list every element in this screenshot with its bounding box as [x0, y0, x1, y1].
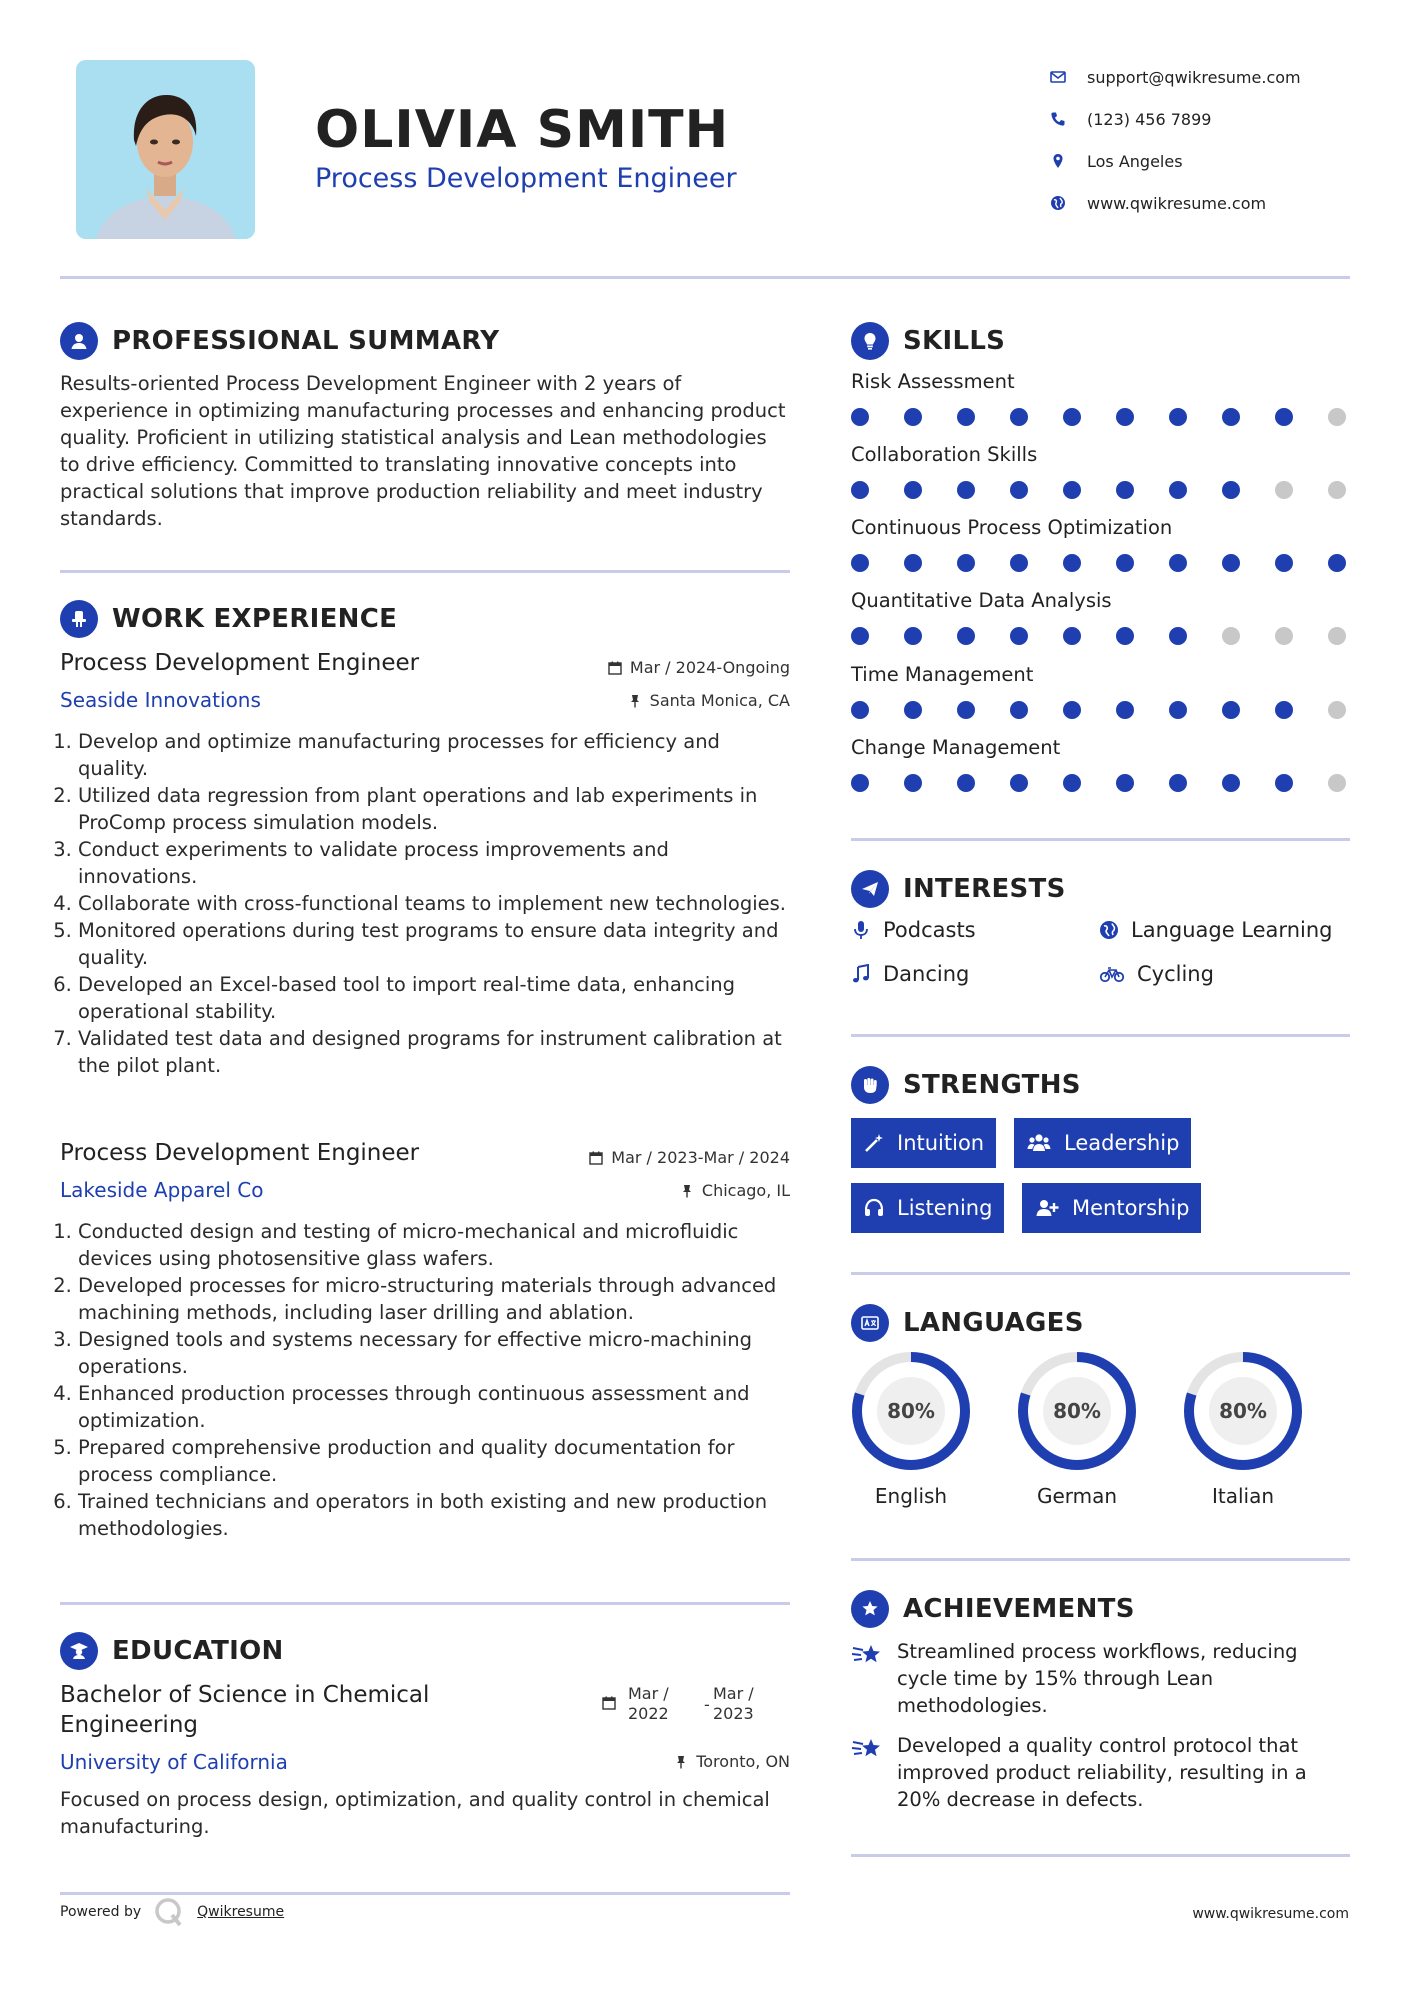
rating-dot-filled — [1169, 408, 1187, 426]
language-ring — [1016, 1350, 1138, 1472]
portrait-image — [76, 60, 255, 239]
education-location — [520, 1752, 790, 1771]
rating-dot-filled — [1063, 408, 1081, 426]
award-icon — [851, 1590, 889, 1628]
education-text: Focused on process design, optimization, and quality control in chemical manufacturing. — [60, 1788, 770, 1838]
contact-email-text: support@qwikresume.com — [1087, 67, 1301, 87]
language-name: German — [1036, 1484, 1118, 1508]
footer-divider-left — [60, 1892, 790, 1895]
rating-dot-filled — [1010, 554, 1028, 572]
rating-dot-filled — [1063, 481, 1081, 499]
job-1-duties — [60, 728, 790, 1079]
education-end-month: Mar / — [713, 1684, 754, 1703]
degree-line-1: Bachelor of Science in Chemical — [60, 1682, 430, 1708]
achievement-text: Streamlined process workflows, reducing cycle time by 15% through Lean methodologies. — [897, 1640, 1298, 1717]
language-percent: 80% — [887, 1399, 935, 1423]
job-2-date — [520, 1148, 790, 1167]
list-item: 1. Develop and optimize manufacturing processes for efficiency and quality. — [78, 728, 790, 782]
rating-dot-filled — [1222, 701, 1240, 719]
fist-icon — [851, 1066, 889, 1104]
rating-dot-filled — [1275, 701, 1293, 719]
footer-powered-by — [60, 1896, 284, 1928]
strength-label: Mentorship — [1072, 1196, 1190, 1220]
list-item: 6. Trained technicians and operators in both existing and new production methodologies. — [78, 1488, 790, 1542]
interest-label: Dancing — [883, 962, 970, 986]
achievement-item — [851, 1638, 1351, 1719]
footer-website[interactable]: www.qwikresume.com — [1192, 1906, 1349, 1922]
job-1-date-text: Mar / 2024-Ongoing — [629, 658, 790, 677]
pushpin-icon — [680, 1184, 694, 1198]
contact-location — [1050, 140, 1301, 182]
graduate-icon — [60, 1632, 98, 1670]
magic-wand-icon — [863, 1132, 885, 1154]
contact-website-text: www.qwikresume.com — [1087, 193, 1267, 213]
rating-dot-filled — [1275, 774, 1293, 792]
interest-item — [1099, 918, 1332, 942]
rating-dot-filled — [851, 701, 869, 719]
rating-dot-filled — [1063, 701, 1081, 719]
skill-label: Time Management — [851, 663, 1034, 686]
language-ring — [850, 1350, 972, 1472]
strengths-title-text: STRENGTHS — [903, 1070, 1081, 1100]
pushpin-icon — [628, 694, 642, 708]
contact-phone[interactable] — [1050, 98, 1301, 140]
job-2-company: Lakeside Apparel Co — [60, 1178, 264, 1202]
rating-dot-filled — [851, 627, 869, 645]
skill-rating — [851, 546, 1351, 590]
pushpin-icon — [674, 1755, 688, 1769]
rating-dot-filled — [1328, 554, 1346, 572]
skill-item — [851, 736, 1351, 810]
rating-dot-filled — [957, 481, 975, 499]
rating-dot-filled — [1063, 774, 1081, 792]
interest-item — [851, 962, 969, 986]
rating-dot-empty — [1275, 627, 1293, 645]
users-icon — [1026, 1132, 1052, 1154]
strength-chip — [1022, 1183, 1201, 1233]
languages-divider — [851, 1558, 1350, 1561]
rating-dot-empty — [1328, 774, 1346, 792]
summary-text: Results-oriented Process Development Engineer with 2 years of experience in optimizing manufacturing processes and enhancing product quality. Proficient in utilizing statistical analysis and Lean methodologies to drive efficiency. Committed to translating innovative concepts into practical solutions that improve production reliability and meet industry standards. — [60, 372, 786, 530]
skill-rating — [851, 400, 1351, 444]
skill-item — [851, 589, 1351, 663]
rating-dot-filled — [957, 774, 975, 792]
skill-rating — [851, 766, 1351, 810]
brand-link[interactable]: Qwikresume — [197, 1904, 285, 1920]
strength-label: Intuition — [897, 1131, 985, 1155]
envelope-icon — [1050, 69, 1087, 85]
list-item: 5. Monitored operations during test programs to ensure data integrity and quality. — [78, 917, 790, 971]
experience-divider — [60, 1602, 790, 1605]
rating-dot-filled — [851, 774, 869, 792]
rating-dot-filled — [957, 701, 975, 719]
degree-line-2: Engineering — [60, 1712, 198, 1738]
rating-dot-filled — [1116, 554, 1134, 572]
rating-dot-filled — [1275, 554, 1293, 572]
user-plus-icon — [1034, 1197, 1060, 1219]
strengths-divider — [851, 1272, 1350, 1275]
languages-title-text: LANGUAGES — [903, 1308, 1084, 1338]
calendar-icon — [602, 1696, 616, 1710]
shooting-star-icon — [851, 1734, 885, 1764]
rating-dot-filled — [1222, 481, 1240, 499]
rating-dot-filled — [1169, 774, 1187, 792]
rating-dot-filled — [1222, 408, 1240, 426]
skill-item — [851, 663, 1351, 737]
contact-phone-text: (123) 456 7899 — [1087, 109, 1212, 129]
achievement-item — [851, 1732, 1351, 1813]
language-name: Italian — [1211, 1484, 1275, 1508]
interests-section-title — [851, 870, 1066, 908]
languages-section-title — [851, 1304, 1084, 1342]
rating-dot-filled — [957, 554, 975, 572]
list-item: 2. Utilized data regression from plant operations and lab experiments in ProComp process simulation models. — [78, 782, 790, 836]
candidate-name: OLIVIA SMITH — [315, 100, 730, 160]
rating-dot-filled — [904, 554, 922, 572]
skill-label: Collaboration Skills — [851, 443, 1038, 466]
experience-title-text: WORK EXPERIENCE — [112, 604, 398, 634]
rating-dot-filled — [1010, 627, 1028, 645]
job-1-location-text: Santa Monica, CA — [649, 691, 790, 710]
rating-dot-filled — [1222, 774, 1240, 792]
candidate-role: Process Development Engineer — [315, 163, 737, 194]
language-card-icon — [851, 1304, 889, 1342]
language-name: English — [874, 1484, 948, 1508]
rating-dot-filled — [904, 408, 922, 426]
map-pin-icon — [1050, 153, 1087, 169]
lightbulb-icon — [851, 322, 889, 360]
rating-dot-filled — [904, 701, 922, 719]
strength-label: Listening — [897, 1196, 993, 1220]
job-2-title: Process Development Engineer — [60, 1140, 420, 1166]
summary-divider — [60, 570, 790, 573]
language-percent: 80% — [1219, 1399, 1267, 1423]
achievement-text: Developed a quality control protocol that improved product reliability, resulting in a 20% decrease in defects. — [897, 1734, 1307, 1811]
skill-label: Continuous Process Optimization — [851, 516, 1173, 539]
headphones-icon — [863, 1197, 885, 1219]
list-item: 7. Validated test data and designed programs for instrument calibration at the pilot plant. — [78, 1025, 790, 1079]
powered-by-text: Powered by — [60, 1904, 142, 1920]
rating-dot-empty — [1275, 481, 1293, 499]
interest-label: Cycling — [1137, 962, 1214, 986]
rating-dot-filled — [904, 627, 922, 645]
rating-dot-filled — [1063, 627, 1081, 645]
job-1-title: Process Development Engineer — [60, 650, 420, 676]
job-2-location — [520, 1181, 790, 1200]
language-percent: 80% — [1053, 1399, 1101, 1423]
job-2-location-text: Chicago, IL — [701, 1181, 790, 1200]
language-item — [1016, 1350, 1138, 1508]
rating-dot-filled — [957, 408, 975, 426]
rating-dot-filled — [1169, 481, 1187, 499]
rating-dot-empty — [1328, 408, 1346, 426]
rating-dot-filled — [1116, 774, 1134, 792]
list-item: 2. Developed processes for micro-structuring materials through advanced machining methods, including laser drilling and ablation. — [78, 1272, 790, 1326]
education-start-year: 2022 — [628, 1704, 669, 1723]
rating-dot-filled — [851, 481, 869, 499]
phone-icon — [1050, 111, 1087, 127]
list-item: 1. Conducted design and testing of micro-mechanical and microfluidic devices using photosensitive glass wafers. — [78, 1218, 790, 1272]
skill-item — [851, 516, 1351, 590]
contact-list — [1050, 56, 1301, 224]
skill-item — [851, 443, 1351, 517]
summary-section-title — [60, 322, 499, 360]
globe-icon — [1050, 195, 1087, 211]
contact-location-text: Los Angeles — [1087, 151, 1183, 171]
rating-dot-filled — [1010, 408, 1028, 426]
strength-chip — [851, 1183, 1004, 1233]
education-school: University of California — [60, 1750, 288, 1774]
list-item: 3. Designed tools and systems necessary for effective micro-machining operations. — [78, 1326, 790, 1380]
rating-dot-filled — [851, 408, 869, 426]
education-start-month: Mar / — [628, 1684, 669, 1703]
shooting-star-icon — [851, 1640, 885, 1670]
rating-dot-filled — [1116, 701, 1134, 719]
rating-dot-filled — [904, 774, 922, 792]
rating-dot-empty — [1222, 627, 1240, 645]
qwikresume-logo-icon — [153, 1896, 185, 1928]
skill-rating — [851, 619, 1351, 663]
education-title-text: EDUCATION — [112, 1636, 284, 1666]
rating-dot-filled — [1169, 701, 1187, 719]
language-ring — [1182, 1350, 1304, 1472]
list-item: 3. Conduct experiments to validate process improvements and innovations. — [78, 836, 790, 890]
skills-divider — [851, 838, 1350, 841]
achievements-section-title — [851, 1590, 1135, 1628]
strength-label: Leadership — [1064, 1131, 1180, 1155]
calendar-icon — [608, 661, 622, 675]
skill-label: Quantitative Data Analysis — [851, 589, 1112, 612]
job-1-location — [520, 691, 790, 710]
rating-dot-filled — [904, 481, 922, 499]
calendar-icon — [589, 1151, 603, 1165]
skills-section-title — [851, 322, 1005, 360]
rating-dot-filled — [1116, 408, 1134, 426]
rating-dot-empty — [1328, 627, 1346, 645]
rating-dot-empty — [1328, 701, 1346, 719]
rating-dot-filled — [1222, 554, 1240, 572]
education-section-title — [60, 1632, 284, 1670]
rating-dot-filled — [957, 627, 975, 645]
interest-label: Language Learning — [1131, 918, 1333, 942]
strengths-section-title — [851, 1066, 1081, 1104]
user-icon — [60, 322, 98, 360]
strength-chip — [1014, 1118, 1191, 1168]
microphone-icon — [851, 920, 871, 940]
rating-dot-filled — [1010, 774, 1028, 792]
skill-rating — [851, 473, 1351, 517]
job-2-duties — [60, 1218, 790, 1542]
contact-website[interactable] — [1050, 182, 1301, 224]
achievements-title-text: ACHIEVEMENTS — [903, 1594, 1135, 1624]
job-2-date-text: Mar / 2023-Mar / 2024 — [611, 1148, 790, 1167]
experience-section-title — [60, 600, 397, 638]
language-item — [1182, 1350, 1304, 1508]
briefcase-icon — [60, 600, 98, 638]
job-1-date — [520, 658, 790, 677]
language-item — [850, 1350, 972, 1508]
skill-rating — [851, 693, 1351, 737]
list-item: 6. Developed an Excel-based tool to import real-time data, enhancing operational stability. — [78, 971, 790, 1025]
interests-divider — [851, 1034, 1350, 1037]
strength-chip — [851, 1118, 996, 1168]
rating-dot-filled — [1169, 627, 1187, 645]
rating-dot-filled — [1063, 554, 1081, 572]
interest-label: Podcasts — [883, 918, 976, 942]
interests-title-text: INTERESTS — [903, 874, 1066, 904]
header-divider — [60, 276, 1350, 279]
globe-icon — [1099, 920, 1119, 940]
skill-label: Risk Assessment — [851, 370, 1015, 393]
job-1-company: Seaside Innovations — [60, 688, 261, 712]
education-date-separator: - — [704, 1695, 710, 1714]
list-item: 4. Enhanced production processes through continuous assessment and optimization. — [78, 1380, 790, 1434]
interest-item — [1099, 962, 1214, 986]
rating-dot-filled — [1116, 481, 1134, 499]
rating-dot-filled — [1116, 627, 1134, 645]
list-item: 4. Collaborate with cross-functional teams to implement new technologies. — [78, 890, 790, 917]
rating-dot-filled — [1169, 554, 1187, 572]
rating-dot-filled — [1010, 701, 1028, 719]
rating-dot-filled — [1275, 408, 1293, 426]
rating-dot-empty — [1328, 481, 1346, 499]
education-location-text: Toronto, ON — [696, 1752, 790, 1771]
list-item: 5. Prepared comprehensive production and quality documentation for process compliance. — [78, 1434, 790, 1488]
achievements-divider — [851, 1854, 1350, 1857]
music-note-icon — [851, 964, 871, 984]
skills-title-text: SKILLS — [903, 326, 1006, 356]
rating-dot-filled — [1010, 481, 1028, 499]
skill-item — [851, 370, 1351, 444]
bicycle-icon — [1099, 964, 1125, 984]
interest-item — [851, 918, 976, 942]
contact-email[interactable] — [1050, 56, 1301, 98]
education-end-year: 2023 — [713, 1704, 754, 1723]
summary-title-text: PROFESSIONAL SUMMARY — [112, 326, 500, 356]
skill-label: Change Management — [851, 736, 1061, 759]
rating-dot-filled — [851, 554, 869, 572]
profile-photo — [76, 60, 255, 239]
paper-plane-icon — [851, 870, 889, 908]
